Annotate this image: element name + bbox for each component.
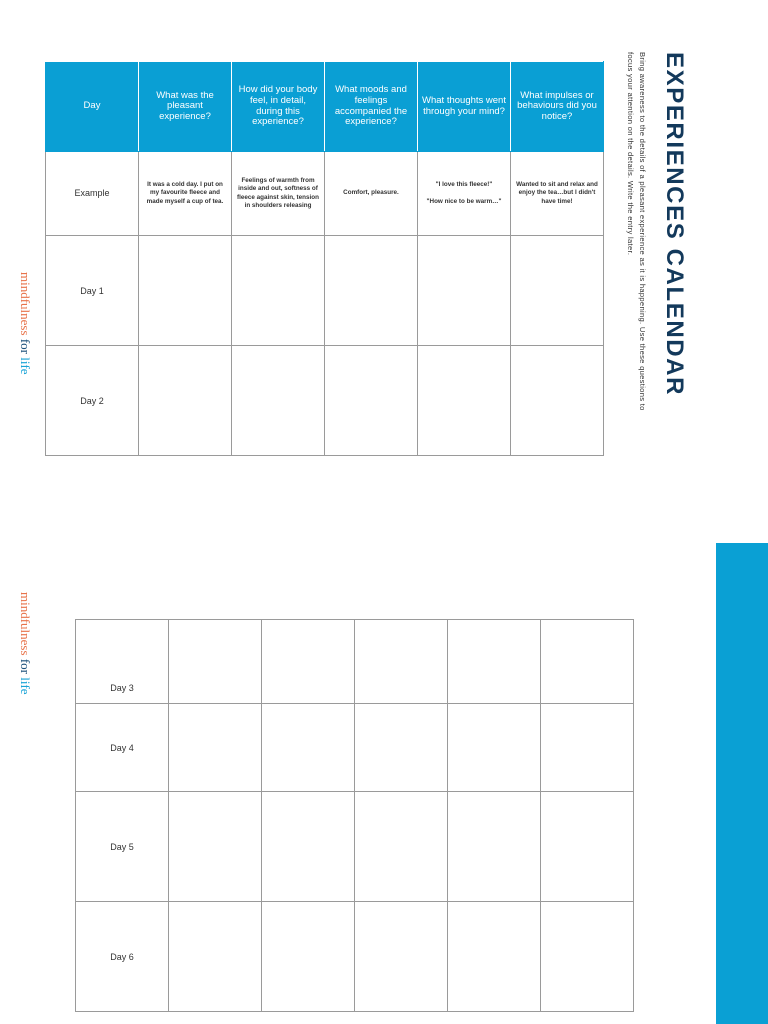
entry-cell[interactable] [262, 620, 355, 704]
entry-cell[interactable] [355, 902, 448, 1012]
example-row [46, 152, 604, 236]
logo-word-life: life [18, 677, 33, 695]
table-row [76, 620, 634, 704]
experiences-table-continued [75, 619, 634, 1012]
decorative-side-band [716, 543, 768, 1024]
example-day-label: Example [46, 152, 139, 236]
logo-word-mindfulness: mindfulness [18, 592, 33, 656]
entry-cell[interactable] [169, 792, 262, 902]
experiences-table [45, 61, 604, 456]
entry-cell[interactable] [418, 236, 511, 346]
instructions-line-1: Bring awareness to the details of a pleasant experience as it is happening. Use these questions to [638, 52, 647, 411]
example-moods-cell: Comfort, pleasure. [325, 152, 418, 236]
logo-word-life: life [18, 357, 33, 375]
day-label: Day 3 [76, 620, 169, 704]
table-row [46, 346, 604, 456]
logo-word-mindfulness: mindfulness [18, 272, 33, 336]
entry-cell[interactable] [325, 346, 418, 456]
entry-cell[interactable] [355, 620, 448, 704]
entry-cell[interactable] [448, 902, 541, 1012]
day-label: Day 6 [76, 902, 169, 1012]
example-body-cell: Feelings of warmth from inside and out, softness of fleece against skin, tension in shoulders releasing [232, 152, 325, 236]
entry-cell[interactable] [232, 346, 325, 456]
entry-cell[interactable] [541, 792, 634, 902]
example-experience-cell: It was a cold day. I put on my favourite fleece and made myself a cup of tea. [139, 152, 232, 236]
logo-word-for: for [18, 658, 33, 674]
table-row [46, 236, 604, 346]
instructions-line-2: focus your attention on the details. Write the entry later. [626, 52, 635, 256]
entry-cell[interactable] [169, 704, 262, 792]
table-header-row [46, 62, 604, 152]
entry-cell[interactable] [511, 236, 604, 346]
entry-cell[interactable] [139, 346, 232, 456]
column-header-thoughts: What thoughts went through your mind? [418, 62, 511, 152]
entry-cell[interactable] [325, 236, 418, 346]
entry-cell[interactable] [448, 792, 541, 902]
day-label: Day 2 [46, 346, 139, 456]
entry-cell[interactable] [232, 236, 325, 346]
column-header-day: Day [46, 62, 139, 152]
column-header-body: How did your body feel, in detail, during this experience? [232, 62, 325, 152]
column-header-impulses: What impulses or behaviours did you notice? [511, 62, 604, 152]
column-header-moods: What moods and feelings accompanied the experience? [325, 62, 418, 152]
day-label: Day 5 [76, 792, 169, 902]
entry-cell[interactable] [448, 620, 541, 704]
day-label: Day 4 [76, 704, 169, 792]
entry-cell[interactable] [262, 704, 355, 792]
brand-logo-bottom [17, 592, 33, 695]
table-row [76, 704, 634, 792]
column-header-experience: What was the pleasant experience? [139, 62, 232, 152]
entry-cell[interactable] [541, 902, 634, 1012]
logo-word-for: for [18, 338, 33, 354]
entry-cell[interactable] [262, 902, 355, 1012]
brand-logo [17, 272, 33, 375]
entry-cell[interactable] [262, 792, 355, 902]
entry-cell[interactable] [418, 346, 511, 456]
table-row [76, 792, 634, 902]
example-impulses-cell: Wanted to sit and relax and enjoy the tea…but I didn't have time! [511, 152, 604, 236]
entry-cell[interactable] [448, 704, 541, 792]
entry-cell[interactable] [511, 346, 604, 456]
example-thoughts-cell: "I love this fleece!" "How nice to be warm…" [418, 152, 511, 236]
entry-cell[interactable] [355, 704, 448, 792]
page-title: EXPERIENCES CALENDAR [661, 52, 688, 397]
entry-cell[interactable] [355, 792, 448, 902]
entry-cell[interactable] [169, 902, 262, 1012]
entry-cell[interactable] [541, 620, 634, 704]
table-row [76, 902, 634, 1012]
entry-cell[interactable] [541, 704, 634, 792]
entry-cell[interactable] [169, 620, 262, 704]
day-label: Day 1 [46, 236, 139, 346]
entry-cell[interactable] [139, 236, 232, 346]
